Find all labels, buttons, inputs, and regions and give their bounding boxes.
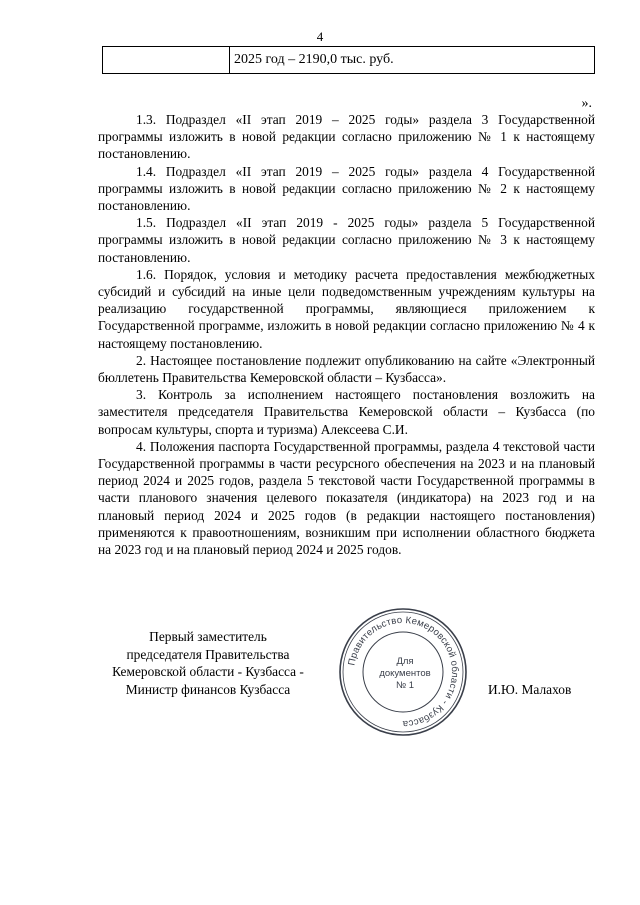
- stamp-center-line: Для: [396, 656, 414, 667]
- paragraph-1-5: 1.5. Подраздел «II этап 2019 - 2025 годы» раздела 5 Государственной программы изложить в новой редакции согласно приложению № 3 к настоящему постановлению.: [98, 215, 595, 265]
- table-row: [103, 47, 595, 74]
- closing-quote: ».: [581, 96, 592, 111]
- table-cell-empty: [103, 47, 230, 74]
- paragraph-1-3: 1.3. Подраздел «II этап 2019 – 2025 годы» раздела 3 Государственной программы изложить в новой редакции согласно приложению № 1 к настоящему постановлению.: [98, 112, 595, 162]
- stamp-center-line: документов: [379, 668, 431, 679]
- paragraph-3: 3. Контроль за исполнением настоящего постановления возложить на заместителя председателя Правительства Кемеровской области – Кузбасса (по вопросам культуры, спорта и туризма) Алексеева С.И.: [98, 387, 595, 437]
- signer-title-line: председателя Правительства: [126, 646, 290, 662]
- official-stamp: [337, 606, 469, 738]
- document-body: [98, 111, 595, 558]
- signer-title-line: Кемеровской области - Кузбасса -: [112, 664, 304, 680]
- stamp-center-line: № 1: [395, 680, 415, 691]
- paragraph-1-4: 1.4. Подраздел «II этап 2019 – 2025 годы» раздела 4 Государственной программы изложить в новой редакции согласно приложению № 2 к настоящему постановлению.: [98, 163, 595, 214]
- signer-title-line: Министр финансов Кузбасса: [125, 681, 291, 697]
- paragraph-2: 2. Настоящее постановление подлежит опубликованию на сайте «Электронный бюллетень Правительства Кемеровской области – Кузбасса».: [98, 352, 595, 386]
- table-cell-amount: 2025 год – 2190,0 тыс. руб.: [230, 47, 595, 74]
- budget-table: [102, 46, 595, 74]
- page-number: 4: [316, 29, 324, 44]
- signer-title-line: Первый заместитель: [149, 629, 267, 644]
- stamp-ring-text: Правительство Кемеровской области - Кузбасса: [346, 614, 461, 730]
- signature-block: [88, 628, 328, 698]
- paragraph-1-6: 1.6. Порядок, условия и методику расчета предоставления межбюджетных субсидий и субсидий на иные цели подведомственным учреждениям культуры на реализацию государственной программы, являющиеся приложением к Государственной программе, изложить в новой редакции согласно приложению № 4 к настоящему постановлению.: [98, 266, 595, 351]
- signer-name: И.Ю. Малахов: [488, 682, 572, 697]
- paragraph-4: 4. Положения паспорта Государственной программы, раздела 4 текстовой части Государственной программы в части ресурсного обеспечения на 2023 и на плановый период 2024 и 2025 годов, раздела 5 текстовой части Государственной программы в части планового значения целевого показателя (индикатора) на 2023 год и на плановый период 2024 и 2025 годов (в редакции настоящего постановления) применяются к правоотношениям, возникшим при исполнении областного бюджета на 2023 год и на плановый период 2024 и 2025 годов.: [98, 438, 595, 558]
- stamp-seal-icon: [337, 606, 469, 738]
